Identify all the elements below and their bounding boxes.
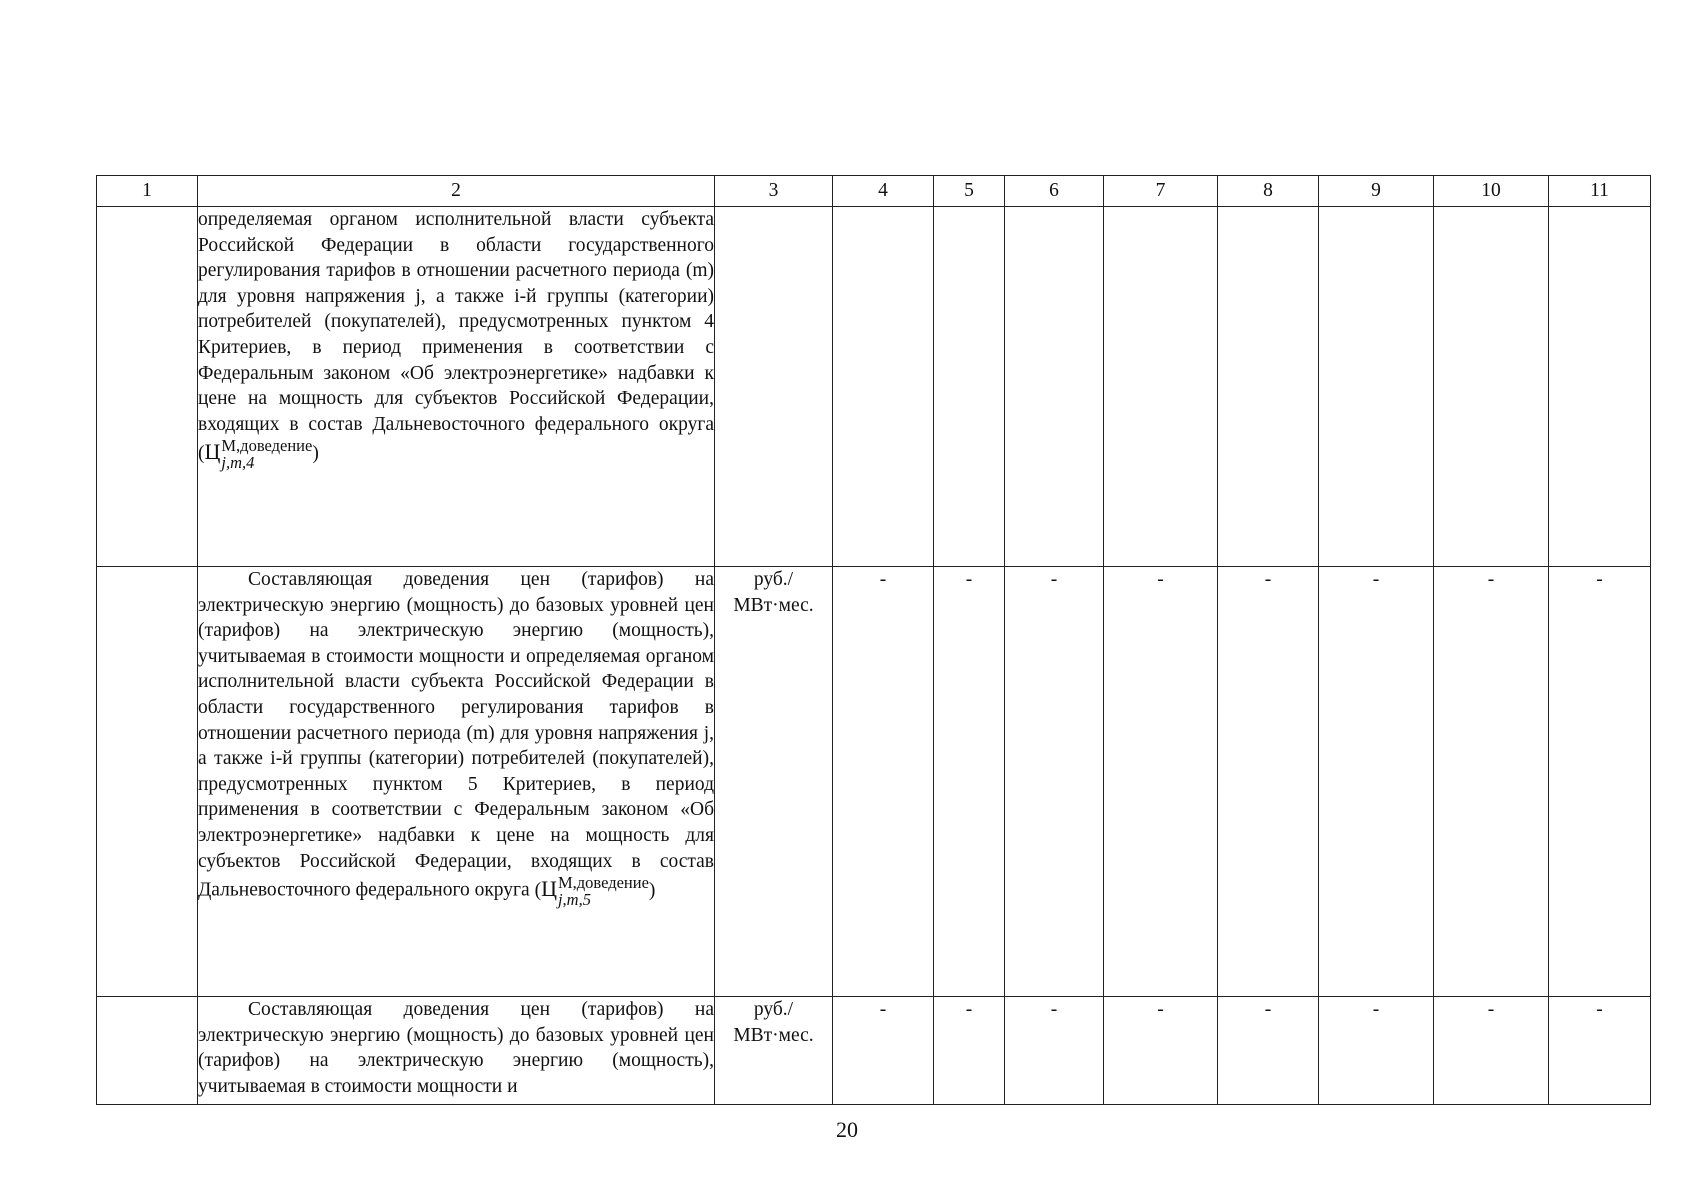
- description-text: определяемая органом исполнительной власти субъекта Российской Федерации в области государственного регулирования тарифов в отношении расчетного периода (m) для уровня напряжения j, а также i-й группы (категории) потребителей (покупателей), предусмотренных пунктом 4 Критериев, в период применения в соответствии с Федеральным законом «Об электроэнергетике» надбавки к цене на мощность для субъектов Российской Федерации, входящих в состав Дальневосточного федерального округа: [198, 209, 714, 435]
- value-cell-col-7: -: [1104, 567, 1218, 997]
- description-cell: [198, 567, 715, 997]
- table-row: [97, 997, 1651, 1105]
- header-cell-11: 11: [1549, 176, 1651, 207]
- formula-open-paren: (: [198, 442, 205, 464]
- value-cell-col-8: -: [1218, 567, 1319, 997]
- value-cell-col-9: -: [1319, 567, 1434, 997]
- formula-subscript: j,m,5: [557, 890, 591, 910]
- value-cell-col-5: -: [934, 567, 1005, 997]
- value-cell-col-10: [1434, 207, 1549, 567]
- formula-symbol: Ц: [541, 875, 557, 901]
- unit-cell: [715, 997, 833, 1105]
- table-row: [97, 567, 1651, 997]
- row-number-cell: [97, 207, 198, 567]
- unit-line: МВт·мес.: [733, 594, 814, 616]
- header-row: [97, 176, 1651, 207]
- header-cell-6: 6: [1005, 176, 1104, 207]
- unit-line: руб./: [753, 999, 794, 1020]
- header-cell-5: 5: [934, 176, 1005, 207]
- unit-cell: [715, 567, 833, 997]
- description-cell: [198, 207, 715, 567]
- value-cell-col-11: -: [1549, 567, 1651, 997]
- row-number-cell: [97, 997, 198, 1105]
- header-cell-4: 4: [833, 176, 934, 207]
- value-cell-col-5: -: [934, 997, 1005, 1105]
- value-cell-col-6: -: [1005, 997, 1104, 1105]
- tariff-table: [96, 175, 1651, 1105]
- value-cell-col-10: -: [1434, 567, 1549, 997]
- value-cell-col-11: -: [1549, 997, 1651, 1105]
- formula-superscript: М,доведение: [221, 436, 313, 456]
- formula-indices: [221, 437, 312, 471]
- value-cell-col-7: [1104, 207, 1218, 567]
- page-number: 20: [836, 1117, 858, 1142]
- price-formula: [198, 436, 319, 473]
- header-cell-7: 7: [1104, 176, 1218, 207]
- value-cell-col-9: -: [1319, 997, 1434, 1105]
- value-cell-col-8: -: [1218, 997, 1319, 1105]
- row-number-cell: [97, 567, 198, 997]
- table-body: [97, 207, 1651, 1105]
- unit-cell: [715, 207, 833, 567]
- unit-line: руб./: [753, 569, 794, 590]
- value-cell-col-4: -: [833, 997, 934, 1105]
- formula-close-paren: ): [648, 879, 656, 901]
- formula-close-paren: ): [312, 442, 319, 464]
- unit-line: МВт·мес.: [733, 1024, 814, 1046]
- price-formula: [534, 873, 656, 910]
- header-cell-1: 1: [97, 176, 198, 207]
- description-cell: [198, 997, 715, 1105]
- value-cell-col-11: [1549, 207, 1651, 567]
- formula-symbol: Ц: [204, 438, 221, 464]
- header-cell-3: 3: [715, 176, 833, 207]
- value-cell-col-4: -: [833, 567, 934, 997]
- header-cell-8: 8: [1218, 176, 1319, 207]
- value-cell-col-9: [1319, 207, 1434, 567]
- table-row: [97, 207, 1651, 567]
- value-cell-col-6: -: [1005, 567, 1104, 997]
- formula-indices: [558, 874, 649, 908]
- header-cell-2: 2: [198, 176, 715, 207]
- value-cell-col-10: -: [1434, 997, 1549, 1105]
- header-cell-9: 9: [1319, 176, 1434, 207]
- formula-subscript: j,m,4: [221, 453, 255, 473]
- description-text: Составляющая доведения цен (тарифов) на электрическую энергию (мощность) до базовых уровней цен (тарифов) на электрическую энергию (мощность), учитываемая в стоимости мощности и определяемая органом исполнительной власти субъекта Российской Федерации в области государственного регулирования тарифов в отношении расчетного периода (m) для уровня напряжения j, а также i-й группы (категории) потребителей (покупателей), предусмотренных пунктом 5 Критериев, в период применения в соответствии с Федеральным законом «Об электроэнергетике» надбавки к цене на мощность для субъектов Российской Федерации, входящих в состав Дальневосточного федерального округа: [198, 569, 714, 901]
- value-cell-col-7: -: [1104, 997, 1218, 1105]
- formula-open-paren: (: [534, 879, 542, 901]
- value-cell-col-4: [833, 207, 934, 567]
- description-text: Составляющая доведения цен (тарифов) на электрическую энергию (мощность) до базовых уровней цен (тарифов) на электрическую энергию (мощность), учитываемая в стоимости мощности и: [198, 999, 714, 1097]
- formula-superscript: М,доведение: [557, 873, 649, 893]
- header-cell-10: 10: [1434, 176, 1549, 207]
- value-cell-col-8: [1218, 207, 1319, 567]
- value-cell-col-6: [1005, 207, 1104, 567]
- value-cell-col-5: [934, 207, 1005, 567]
